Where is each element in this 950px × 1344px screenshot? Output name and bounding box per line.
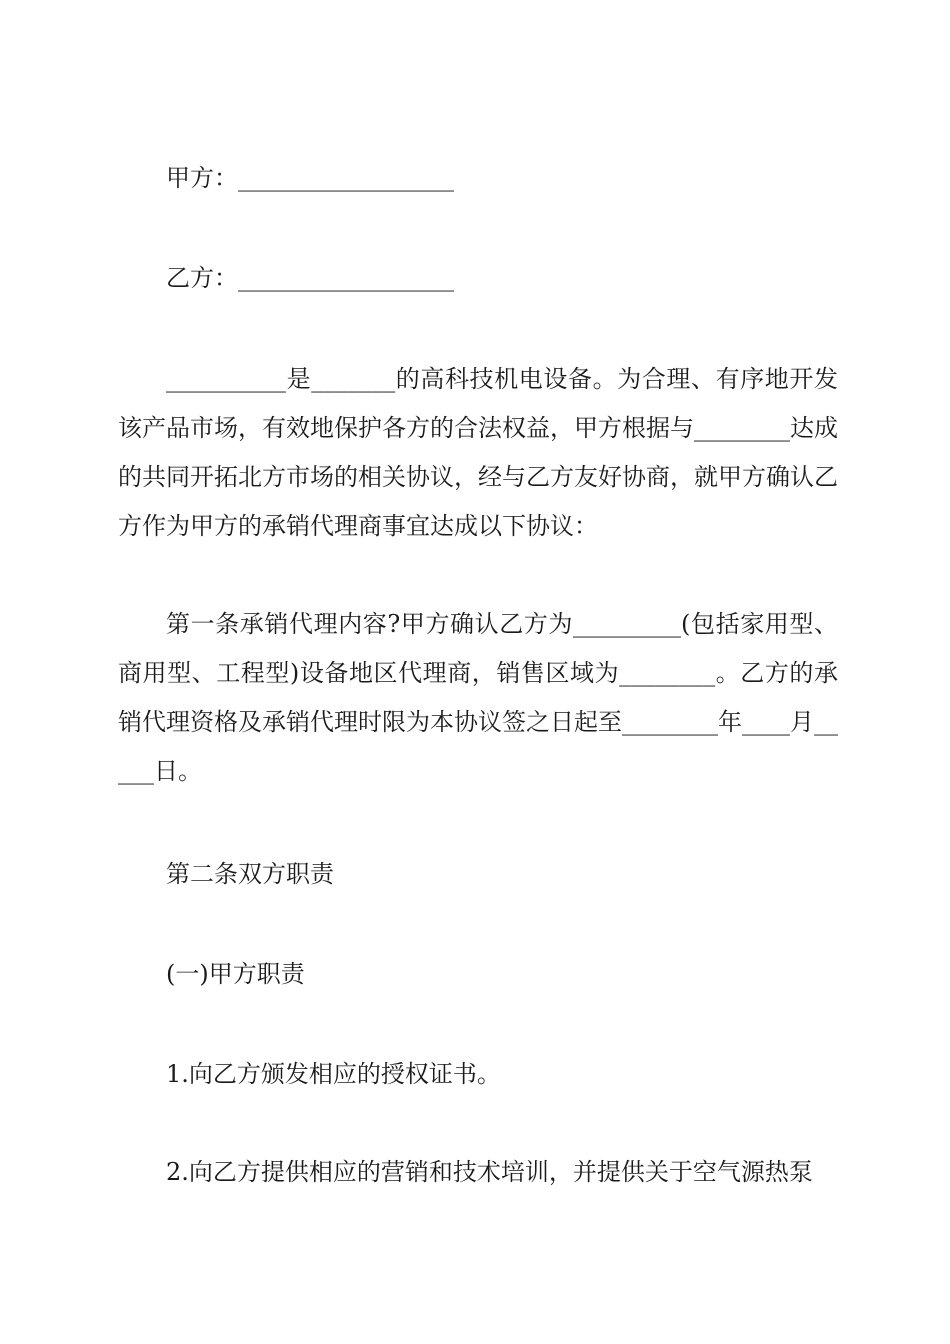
section-a-heading: (一)甲方职责 [166, 960, 305, 988]
list-item-1: 1.向乙方颁发相应的授权证书。 [166, 1060, 501, 1088]
article-1-paragraph: 第一条承销代理内容?甲方确认乙方为_________(包括家用型、商用型、工程型)设备地区代理商，销售区域为________。乙方的承销代理资格及承销代理时限为本协议签之日起至________年____月_____日。 [118, 610, 838, 785]
list-item-2: 2.向乙方提供相应的营销和技术培训，并提供关于空气源热泵 [166, 1158, 813, 1186]
article-2-heading: 第二条双方职责 [166, 860, 334, 888]
intro-paragraph: __________是_______的高科技机电设备。为合理、有序地开发该产品市场，有效地保护各方的合法权益，甲方根据与________达成的共同开拓北方市场的相关协议，经与乙方友好协商，就甲方确认乙方作为甲方的承销代理商事宜达成以下协议： [118, 365, 838, 540]
party-a-line: 甲方：__________________ [166, 164, 454, 192]
party-b-line: 乙方：__________________ [166, 264, 454, 292]
